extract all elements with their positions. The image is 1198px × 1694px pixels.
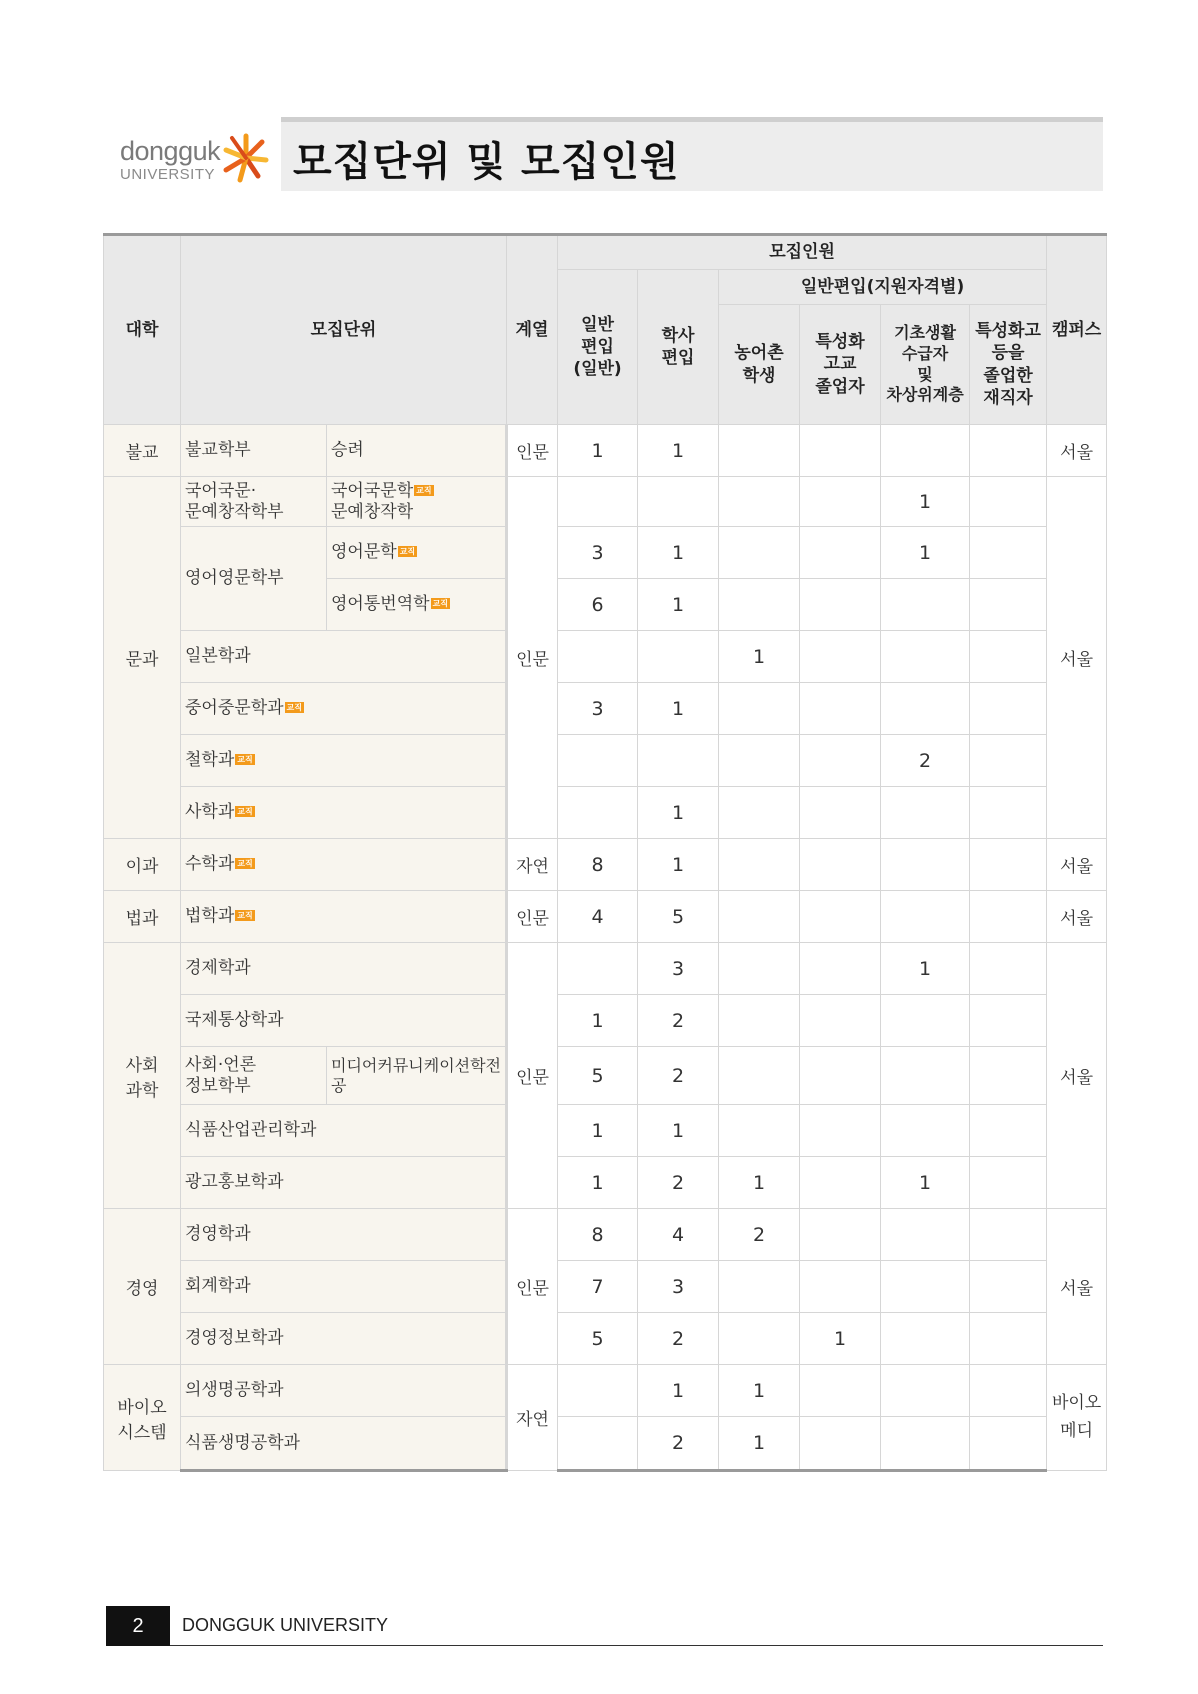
unit-cell: 국제통상학과: [181, 995, 507, 1047]
bachelor-cell: 2: [638, 1047, 719, 1105]
rural-cell: [719, 943, 800, 995]
field-cell: 인문: [507, 1209, 558, 1365]
table-row: [104, 1313, 1107, 1365]
table-row: [104, 1105, 1107, 1157]
table-row: [104, 425, 1107, 477]
bachelor-cell: [638, 631, 719, 683]
unit-cell: 의생명공학과: [181, 1365, 507, 1417]
vocational-cell: [800, 527, 881, 579]
unit-cell: 식품산업관리학과: [181, 1105, 507, 1157]
vocational-cell: [800, 839, 881, 891]
header-rural: 농어촌 학생: [719, 305, 800, 425]
unit-label: 법학과: [185, 906, 235, 927]
subunit-label: 영어통번역학: [331, 594, 430, 615]
workers-cell: [970, 1261, 1047, 1313]
bachelor-cell: 1: [638, 839, 719, 891]
rural-cell: [719, 1313, 800, 1365]
header-field: 계열: [507, 235, 558, 425]
table-row: [104, 683, 1107, 735]
subunit-cell: [327, 477, 507, 527]
general-cell: [558, 735, 638, 787]
rural-cell: 1: [719, 1417, 800, 1471]
basic-living-cell: 2: [881, 735, 970, 787]
general-cell: [558, 943, 638, 995]
workers-cell: [970, 631, 1047, 683]
table-row: [104, 1417, 1107, 1471]
teaching-badge: 교직: [286, 703, 303, 713]
unit-cell: [181, 839, 507, 891]
unit-label: 중어중문학과: [185, 698, 284, 719]
unit-cell: [181, 787, 507, 839]
rural-cell: [719, 683, 800, 735]
subunit-label: 국어국문학: [331, 481, 414, 502]
university-logo: [118, 132, 278, 192]
teaching-badge: 교직: [237, 911, 253, 921]
vocational-cell: [800, 995, 881, 1047]
general-cell: 4: [558, 891, 638, 943]
basic-living-cell: 1: [881, 527, 970, 579]
workers-cell: [970, 943, 1047, 995]
general-cell: 8: [558, 839, 638, 891]
vocational-cell: [800, 579, 881, 631]
vocational-cell: [800, 1047, 881, 1105]
college-cell: 이과: [104, 839, 181, 891]
bachelor-cell: [638, 477, 719, 527]
header-recruit: 모집인원: [558, 235, 1047, 270]
basic-living-cell: 1: [881, 477, 970, 527]
table-row: [104, 631, 1107, 683]
header-workers: 특성화고 등을 졸업한 재직자: [970, 305, 1047, 425]
vocational-cell: [800, 943, 881, 995]
vocational-cell: [800, 1261, 881, 1313]
vocational-cell: [800, 631, 881, 683]
teaching-badge: 교직: [237, 807, 253, 817]
general-cell: [558, 787, 638, 839]
basic-living-cell: [881, 839, 970, 891]
basic-living-cell: [881, 787, 970, 839]
college-cell: 법과: [104, 891, 181, 943]
basic-living-cell: [881, 891, 970, 943]
table-row: [104, 735, 1107, 787]
table-row: [104, 891, 1107, 943]
general-cell: [558, 1417, 638, 1471]
bachelor-cell: 2: [638, 1313, 719, 1365]
vocational-cell: [800, 1209, 881, 1261]
campus-cell: 서울: [1047, 425, 1107, 477]
bachelor-cell: 3: [638, 943, 719, 995]
header-bachelor: 학사 편입: [638, 270, 719, 425]
basic-living-cell: [881, 1047, 970, 1105]
rural-cell: 1: [719, 1365, 800, 1417]
rural-cell: [719, 787, 800, 839]
field-cell: 자연: [507, 839, 558, 891]
general-cell: 5: [558, 1313, 638, 1365]
unit-cell: 광고홍보학과: [181, 1157, 507, 1209]
bachelor-cell: 1: [638, 425, 719, 477]
bachelor-cell: 2: [638, 1157, 719, 1209]
basic-living-cell: [881, 425, 970, 477]
unit-cell: 경제학과: [181, 943, 507, 995]
teaching-badge: 교직: [237, 859, 253, 869]
rural-cell: [719, 1105, 800, 1157]
unit-cell: 불교학부: [181, 425, 327, 477]
page-title: 모집단위 및 모집인원: [293, 139, 680, 185]
field-cell: 인문: [507, 477, 558, 839]
page-number: 2: [106, 1606, 170, 1646]
header-qualification-group: 일반편입(지원자격별): [719, 270, 1047, 305]
subunit-label: 영어문학: [331, 542, 397, 563]
college-cell: 문과: [104, 477, 181, 839]
vocational-cell: [800, 787, 881, 839]
table-row: [104, 943, 1107, 995]
workers-cell: [970, 527, 1047, 579]
workers-cell: [970, 1105, 1047, 1157]
vocational-cell: [800, 891, 881, 943]
workers-cell: [970, 891, 1047, 943]
basic-living-cell: [881, 1209, 970, 1261]
header-general: 일반 편입 (일반): [558, 270, 638, 425]
workers-cell: [970, 425, 1047, 477]
field-cell: 자연: [507, 1365, 558, 1471]
teaching-badge: 교직: [399, 547, 416, 557]
header-college: 대학: [104, 235, 181, 425]
unit-label: 철학과: [185, 750, 235, 771]
rural-cell: [719, 1261, 800, 1313]
general-cell: 3: [558, 683, 638, 735]
workers-cell: [970, 1365, 1047, 1417]
vocational-cell: [800, 683, 881, 735]
vocational-cell: [800, 1365, 881, 1417]
rural-cell: [719, 1047, 800, 1105]
bachelor-cell: 2: [638, 995, 719, 1047]
basic-living-cell: [881, 631, 970, 683]
rural-cell: 2: [719, 1209, 800, 1261]
workers-cell: [970, 1209, 1047, 1261]
rural-cell: [719, 735, 800, 787]
table-row: [104, 1261, 1107, 1313]
unit-cell: 국어국문· 문예창작학부: [181, 477, 327, 527]
basic-living-cell: 1: [881, 943, 970, 995]
general-cell: 1: [558, 995, 638, 1047]
bachelor-cell: 2: [638, 1417, 719, 1471]
footer-divider: [170, 1645, 1103, 1646]
bachelor-cell: 1: [638, 1365, 719, 1417]
workers-cell: [970, 995, 1047, 1047]
field-cell: 인문: [507, 891, 558, 943]
bachelor-cell: 5: [638, 891, 719, 943]
footer-title: DONGGUK UNIVERSITY: [182, 1615, 389, 1635]
basic-living-cell: [881, 1313, 970, 1365]
teaching-badge: 교직: [237, 755, 253, 765]
bachelor-cell: 4: [638, 1209, 719, 1261]
workers-cell: [970, 735, 1047, 787]
bachelor-cell: 1: [638, 579, 719, 631]
basic-living-cell: [881, 579, 970, 631]
logo-wordmark: dongguk: [120, 136, 221, 166]
table-row: [104, 839, 1107, 891]
college-cell: 사회 과학: [104, 943, 181, 1209]
workers-cell: [970, 787, 1047, 839]
college-cell: 바이오 시스템: [104, 1365, 181, 1471]
bachelor-cell: 1: [638, 527, 719, 579]
rural-cell: [719, 995, 800, 1047]
field-cell: 인문: [507, 943, 558, 1209]
field-cell: 인문: [507, 425, 558, 477]
campus-cell: 서울: [1047, 891, 1107, 943]
header-basic-living: 기초생활 수급자 및 차상위계층: [881, 305, 970, 425]
unit-cell: 회계학과: [181, 1261, 507, 1313]
campus-cell: 바이오 메디: [1047, 1365, 1107, 1471]
rural-cell: 1: [719, 631, 800, 683]
unit-label: 사학과: [185, 802, 235, 823]
teaching-badge: 교직: [416, 486, 432, 496]
unit-cell: [181, 683, 507, 735]
table-row: [104, 1365, 1107, 1417]
unit-label: 수학과: [185, 854, 235, 875]
header-campus: 캠퍼스: [1047, 235, 1107, 425]
unit-cell: 일본학과: [181, 631, 507, 683]
bachelor-cell: 1: [638, 683, 719, 735]
workers-cell: [970, 1047, 1047, 1105]
vocational-cell: [800, 1105, 881, 1157]
vocational-cell: [800, 735, 881, 787]
unit-cell: 경영정보학과: [181, 1313, 507, 1365]
teaching-badge: 교직: [432, 599, 449, 609]
college-cell: 경영: [104, 1209, 181, 1365]
table-row: [104, 1047, 1107, 1105]
general-cell: 3: [558, 527, 638, 579]
bachelor-cell: 3: [638, 1261, 719, 1313]
general-cell: 1: [558, 1105, 638, 1157]
basic-living-cell: [881, 1261, 970, 1313]
subunit-cell: 승려: [327, 425, 507, 477]
header-unit: 모집단위: [181, 235, 507, 425]
rural-cell: 1: [719, 1157, 800, 1209]
basic-living-cell: [881, 1417, 970, 1471]
general-cell: 5: [558, 1047, 638, 1105]
general-cell: [558, 477, 638, 527]
logo-subtitle: UNIVERSITY: [120, 166, 216, 183]
workers-cell: [970, 1417, 1047, 1471]
bachelor-cell: 1: [638, 787, 719, 839]
table-row: [104, 995, 1107, 1047]
table-row: [104, 477, 1107, 527]
vocational-cell: [800, 1157, 881, 1209]
campus-cell: 서울: [1047, 839, 1107, 891]
basic-living-cell: [881, 1105, 970, 1157]
general-cell: [558, 631, 638, 683]
vocational-cell: [800, 425, 881, 477]
rural-cell: [719, 579, 800, 631]
general-cell: [558, 1365, 638, 1417]
general-cell: 6: [558, 579, 638, 631]
table-row: [104, 1157, 1107, 1209]
table-row: [104, 787, 1107, 839]
recruitment-table: [103, 233, 1107, 1472]
title-band: [281, 117, 1103, 191]
workers-cell: [970, 579, 1047, 631]
workers-cell: [970, 683, 1047, 735]
flame-burst-icon: [222, 132, 270, 184]
general-cell: 1: [558, 1157, 638, 1209]
unit-cell: 식품생명공학과: [181, 1417, 507, 1471]
basic-living-cell: [881, 683, 970, 735]
bachelor-cell: [638, 735, 719, 787]
unit-cell: [181, 891, 507, 943]
rural-cell: [719, 527, 800, 579]
vocational-cell: 1: [800, 1313, 881, 1365]
basic-living-cell: [881, 995, 970, 1047]
campus-cell: 서울: [1047, 1209, 1107, 1365]
vocational-cell: [800, 1417, 881, 1471]
rural-cell: [719, 839, 800, 891]
bachelor-cell: 1: [638, 1105, 719, 1157]
basic-living-cell: [881, 1365, 970, 1417]
workers-cell: [970, 839, 1047, 891]
table-row: [104, 1209, 1107, 1261]
workers-cell: [970, 477, 1047, 527]
general-cell: 1: [558, 425, 638, 477]
campus-cell: 서울: [1047, 477, 1107, 839]
unit-cell: 영어영문학부: [181, 527, 327, 631]
campus-cell: 서울: [1047, 943, 1107, 1209]
header-vocational: 특성화 고교 졸업자: [800, 305, 881, 425]
rural-cell: [719, 891, 800, 943]
subunit-cell: [327, 579, 507, 631]
general-cell: 7: [558, 1261, 638, 1313]
workers-cell: [970, 1313, 1047, 1365]
college-cell: 불교: [104, 425, 181, 477]
unit-cell: [181, 735, 507, 787]
unit-cell: 경영학과: [181, 1209, 507, 1261]
subunit-cell: 미디어커뮤니케이션학전공: [327, 1047, 507, 1105]
table-row: [104, 527, 1107, 579]
subunit-cell: [327, 527, 507, 579]
general-cell: 8: [558, 1209, 638, 1261]
rural-cell: [719, 477, 800, 527]
rural-cell: [719, 425, 800, 477]
subunit-label: 문예창작학: [331, 501, 414, 522]
workers-cell: [970, 1157, 1047, 1209]
basic-living-cell: 1: [881, 1157, 970, 1209]
vocational-cell: [800, 477, 881, 527]
unit-cell: 사회·언론 정보학부: [181, 1047, 327, 1105]
